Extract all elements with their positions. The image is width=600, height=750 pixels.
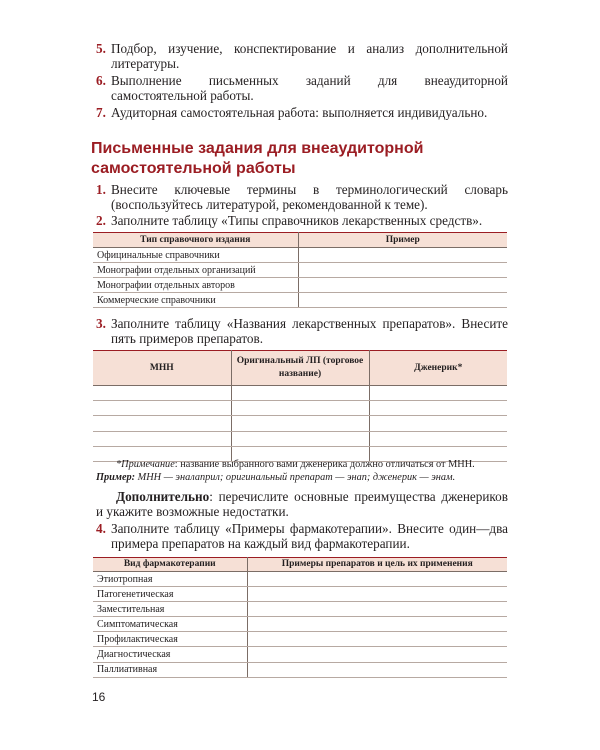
section-heading-line2: самостоятельной работы	[91, 160, 296, 177]
task-item	[96, 213, 508, 228]
table-row	[93, 662, 507, 677]
table-cell: Этиотропная	[93, 572, 247, 587]
table-header-cell: Пример	[298, 233, 507, 248]
table-cell-blank[interactable]	[247, 647, 507, 662]
table-header-cell: МНН	[93, 351, 231, 386]
table-header-cell: Вид фармакотерапии	[93, 558, 247, 572]
list-item	[96, 41, 508, 71]
list-item-text: Выполнение письменных заданий для внеаудиторной самостоятельной работы.	[111, 73, 508, 104]
table-cell: Профилактическая	[93, 632, 247, 647]
task-text: Внесите ключевые термины в терминологический словарь (воспользуйтесь литературой, рекомендованной к теме).	[111, 182, 508, 213]
table-row	[93, 647, 507, 662]
task-text: Заполните таблицу «Типы справочников лекарственных средств».	[111, 213, 483, 228]
table-cell-blank[interactable]	[93, 386, 231, 401]
note-label: *Примечание	[116, 459, 175, 470]
table-cell-blank[interactable]	[247, 587, 507, 602]
table-row	[93, 572, 507, 587]
table-cell-blank[interactable]	[247, 662, 507, 677]
drug-names-table	[93, 350, 507, 462]
table-row	[93, 632, 507, 647]
table-cell-blank[interactable]	[247, 602, 507, 617]
reference-types-table	[93, 232, 507, 308]
table-row	[93, 248, 507, 263]
table-cell: Монографии отдельных организаций	[93, 263, 298, 278]
table-cell-blank[interactable]	[247, 572, 507, 587]
example-label: Пример:	[96, 472, 136, 483]
table-cell: Диагностическая	[93, 647, 247, 662]
task-item	[96, 521, 508, 551]
list-item	[96, 105, 508, 120]
section-heading	[91, 139, 491, 179]
table-cell: Симптоматическая	[93, 617, 247, 632]
section-heading-line1: Письменные задания для внеаудиторной	[91, 140, 424, 157]
table-header-row	[93, 233, 507, 248]
table-cell: Патогенетическая	[93, 587, 247, 602]
list-item-number: 5.	[96, 41, 106, 56]
table-row	[93, 401, 507, 416]
table-cell-blank[interactable]	[93, 431, 231, 446]
task-text: Заполните таблицу «Примеры фармакотерапии». Внесите один—два примера препаратов на каждый вид фармакотерапии.	[111, 521, 508, 552]
table-row	[93, 617, 507, 632]
task-item	[96, 316, 508, 346]
table-cell: Официнальные справочники	[93, 248, 298, 263]
table-row	[93, 587, 507, 602]
table-note	[116, 458, 510, 471]
table-cell-blank[interactable]	[298, 248, 507, 263]
table-header-cell: Тип справочного издания	[93, 233, 298, 248]
list-item-text: Аудиторная самостоятельная работа: выполняется индивидуально.	[111, 105, 488, 120]
list-item-number: 6.	[96, 73, 106, 88]
task-number: 2.	[96, 213, 106, 228]
pharmacotherapy-table	[93, 557, 507, 678]
table-cell: Заместительная	[93, 602, 247, 617]
task-number: 1.	[96, 182, 106, 197]
table-cell-blank[interactable]	[231, 401, 369, 416]
table-row	[93, 416, 507, 431]
table-row	[93, 386, 507, 401]
table-cell-blank[interactable]	[231, 416, 369, 431]
table-cell-blank[interactable]	[247, 632, 507, 647]
additional-text: : перечислите основные преимущества дженериков и укажите возможные недостатки.	[96, 489, 508, 520]
table-example	[96, 471, 508, 484]
table-header-cell: Оригинальный ЛП (торговое название)	[231, 351, 369, 386]
task-number: 3.	[96, 316, 106, 331]
table-row	[93, 263, 507, 278]
table-cell-blank[interactable]	[298, 263, 507, 278]
note-text: : название выбранного вами дженерика должно отличаться от МНН.	[174, 459, 475, 470]
table-header-row	[93, 351, 507, 386]
table-row	[93, 278, 507, 293]
table-cell: Коммерческие справочники	[93, 293, 298, 308]
table-cell-blank[interactable]	[369, 431, 507, 446]
table-cell-blank[interactable]	[298, 278, 507, 293]
table-cell-blank[interactable]	[93, 416, 231, 431]
task-text: Заполните таблицу «Названия лекарственных препаратов». Внесите пять примеров препаратов.	[111, 316, 508, 347]
table-row	[93, 602, 507, 617]
table-cell-blank[interactable]	[93, 401, 231, 416]
table-row	[93, 293, 507, 308]
example-text: МНН — эналаприл; оригинальный препарат — энап; дженерик — энам.	[135, 472, 456, 483]
table-header-cell: Примеры препаратов и цель их применения	[247, 558, 507, 572]
additional-task	[96, 489, 508, 519]
list-item-number: 7.	[96, 105, 106, 120]
list-item	[96, 73, 508, 103]
table-row	[93, 431, 507, 446]
task-number: 4.	[96, 521, 106, 536]
table-cell-blank[interactable]	[369, 401, 507, 416]
table-cell: Монографии отдельных авторов	[93, 278, 298, 293]
list-item-text: Подбор, изучение, конспектирование и анализ дополнительной литературы.	[111, 41, 508, 72]
table-cell-blank[interactable]	[298, 293, 507, 308]
table-header-cell: Дженерик*	[369, 351, 507, 386]
table-cell: Паллиативная	[93, 662, 247, 677]
table-header-row	[93, 558, 507, 572]
table-cell-blank[interactable]	[247, 617, 507, 632]
table-cell-blank[interactable]	[231, 431, 369, 446]
task-item	[96, 182, 508, 212]
table-cell-blank[interactable]	[231, 386, 369, 401]
table-cell-blank[interactable]	[369, 386, 507, 401]
table-cell-blank[interactable]	[369, 416, 507, 431]
additional-label: Дополнительно	[116, 489, 210, 504]
page-number: 16	[92, 690, 106, 704]
